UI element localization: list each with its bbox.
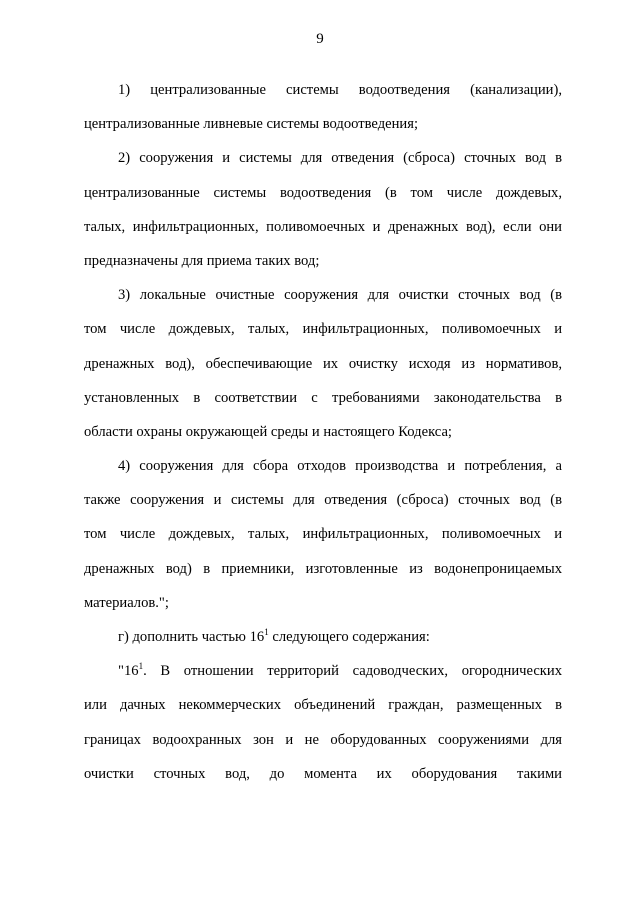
list-item-4	[84, 456, 562, 627]
quote-number: "16	[118, 663, 139, 680]
text-line: дренажных вод) в приемники, изготовленные из водонепроницаемых	[84, 560, 562, 577]
amendment-line	[84, 627, 562, 661]
text-line: централизованные ливневые системы водоотведения;	[84, 116, 419, 133]
text-line: дренажных вод), обеспечивающие их очистку исходя из нормативов,	[84, 355, 562, 372]
text-line: также сооружения и системы для отведения (сброса) сточных вод (в	[84, 492, 562, 509]
text-line: 2) сооружения и системы для отведения (сброса) сточных вод в	[118, 150, 562, 167]
text-line: 4) сооружения для сбора отходов производства и потребления, а	[118, 458, 562, 475]
text-line: границах водоохранных зон и не оборудованных сооружениями для	[84, 731, 562, 748]
quoted-part-16-1	[84, 661, 562, 798]
text-line: установленных в соответствии с требованиями законодательства в	[84, 389, 562, 406]
list-item-3	[84, 285, 562, 456]
quote-text: . В отношении территорий садоводческих, огороднических	[143, 663, 562, 680]
text-line: или дачных некоммерческих объединений граждан, размещенных в	[84, 697, 562, 714]
text-line: области охраны окружающей среды и настоящего Кодекса;	[84, 423, 452, 440]
text-line: централизованные системы водоотведения (в том числе дождевых,	[84, 184, 562, 201]
superscript: 1	[138, 661, 144, 672]
list-item-2	[84, 148, 562, 285]
text-line: 3) локальные очистные сооружения для очистки сточных вод (в	[118, 287, 562, 304]
text-line: предназначены для приема таких вод;	[84, 252, 320, 269]
page-number: 9	[316, 31, 324, 47]
text-line: материалов.";	[84, 594, 169, 611]
amendment-text: г) дополнить частью 16	[118, 629, 265, 645]
amendment-text-end: следующего содержания:	[268, 629, 430, 645]
quote-first-line	[84, 661, 562, 695]
list-item-1	[84, 80, 562, 148]
document-body	[84, 80, 562, 798]
text-line: 1) централизованные системы водоотведения (канализации),	[118, 82, 562, 98]
text-line: том числе дождевых, талых, инфильтрационных, поливомоечных и	[84, 526, 562, 543]
text-line: очистки сточных вод, до момента их оборудования такими	[84, 765, 562, 782]
text-line: том числе дождевых, талых, инфильтрационных, поливомоечных и	[84, 321, 562, 338]
superscript: 1	[264, 627, 269, 637]
text-line: талых, инфильтрационных, поливомоечных и дренажных вод), если они	[84, 218, 562, 235]
